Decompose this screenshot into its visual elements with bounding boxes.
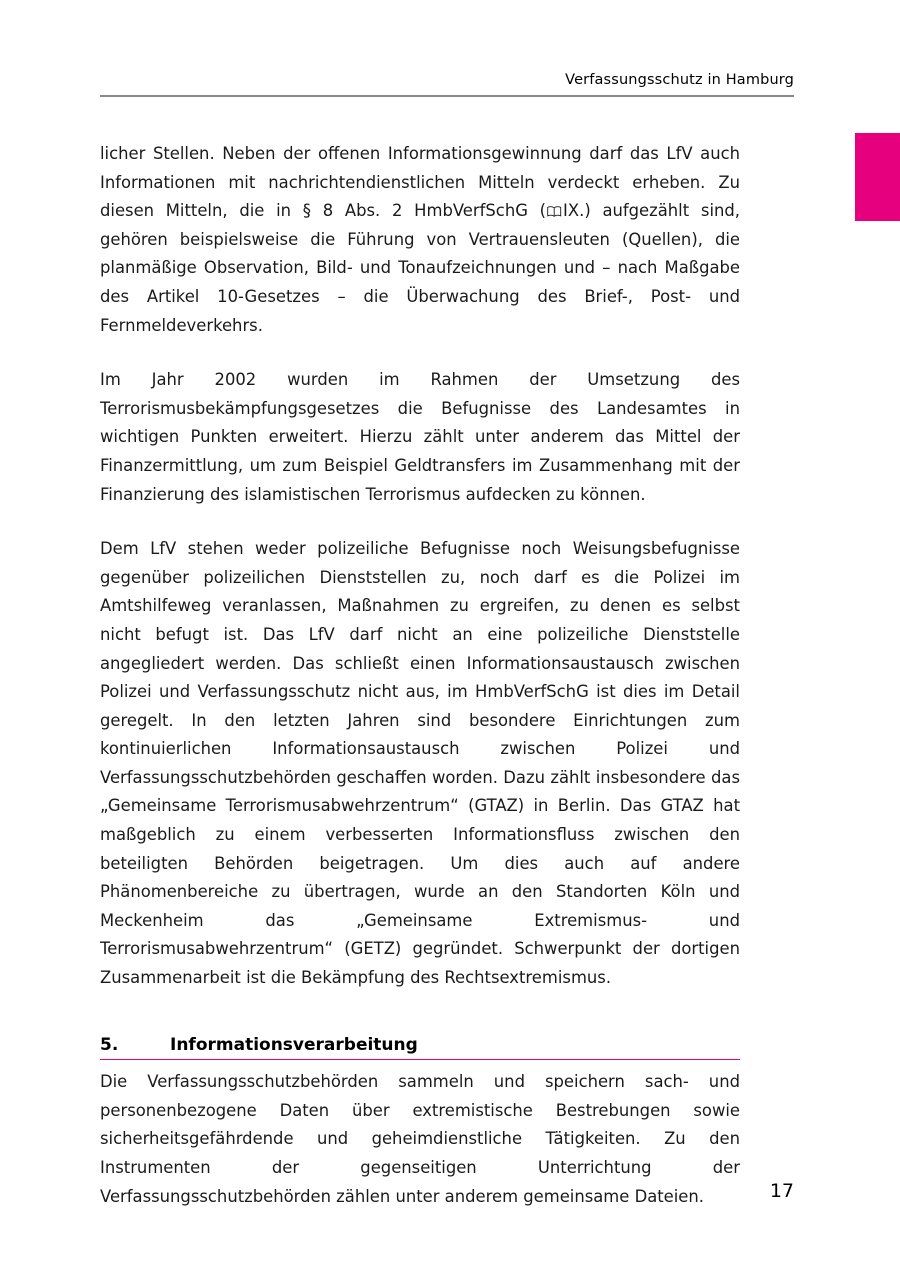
running-header: Verfassungsschutz in Hamburg: [565, 72, 794, 88]
paragraph-1: [100, 140, 740, 340]
header-divider: [100, 95, 794, 97]
paragraph-3: Dem LfV stehen weder polizeiliche Befugnisse noch Weisungsbefugnisse gegenüber polizeilichen Dienststellen zu, noch darf es die Polizei im Amtshilfeweg veranlassen, Maßnahmen zu ergreifen, zu denen es selbst nicht befugt ist. Das LfV darf nicht an eine polizeiliche Dienststelle angegliedert werden. Das schließt einen Informationsaustausch zwischen Polizei und Verfassungsschutz nicht aus, im HmbVerfSchG ist dies im Detail geregelt. In den letzten Jahren sind besondere Einrichtungen zum kontinuierlichen Informationsaustausch zwischen Polizei und Verfassungsschutzbehörden geschaffen worden. Dazu zählt insbesondere das „Gemeinsame Terrorismusabwehrzentrum“ (GTAZ) in Berlin. Das GTAZ hat maßgeblich zu einem verbesserten Informationsfluss zwischen den beteiligten Behörden beigetragen. Um dies auch auf andere Phänomenbereiche zu übertragen, wurde an den Standorten Köln und Meckenheim das „Gemeinsame Extremismus- und Terrorismusabwehrzentrum“ (GETZ) gegründet. Schwerpunkt der dortigen Zusammenarbeit ist die Bekämpfung des Rechtsextremismus.: [100, 539, 740, 988]
page-number: 17: [769, 1180, 794, 1202]
section-heading: [100, 1035, 740, 1061]
section-divider: [100, 1059, 740, 1061]
section-title: Informationsverarbeitung: [170, 1034, 418, 1055]
paragraph-1-text: licher Stellen. Neben der offenen Informationsgewinnung darf das LfV auch Informationen mit nachrichtendienstlichen Mitteln verdeckt erheben. Zu diesen Mitteln, die in § 8 Abs. 2 HmbVerfSchG ( IX.) aufgezählt sind, gehören beispielsweise die Führung von Vertrauensleuten (Quellen), die planmäßige Observation, Bild- und Tonaufzeichnungen und – nach Maßgabe des Artikel 10-Gesetzes – die Überwachung des Brief-, Post- und Fernmeldeverkehrs.: [100, 144, 740, 335]
book-reference-icon: [547, 198, 562, 209]
paragraph-2: Im Jahr 2002 wurden im Rahmen der Umsetzung des Terrorismusbekämpfungsgesetzes die Befugnisse des Landesamtes in wichtigen Punkten erweitert. Hierzu zählt unter anderem das Mittel der Finanzermittlung, um zum Beispiel Geldtransfers im Zusammenhang mit der Finanzierung des islamistischen Terrorismus aufdecken zu können.: [100, 370, 740, 504]
chapter-tab-marker: [855, 133, 900, 221]
body-text: [100, 140, 740, 1211]
paragraph-4: Die Verfassungsschutzbehörden sammeln und speichern sach- und personenbezogene Daten über extremistische Bestrebungen sowie sicherheitsgefährdende und geheimdienstliche Tätigkeiten. Zu den Instrumenten der gegenseitigen Unterrichtung der Verfassungsschutzbehörden zählen unter anderem gemeinsame Dateien.: [100, 1072, 740, 1206]
section-number: 5.: [100, 1034, 119, 1055]
